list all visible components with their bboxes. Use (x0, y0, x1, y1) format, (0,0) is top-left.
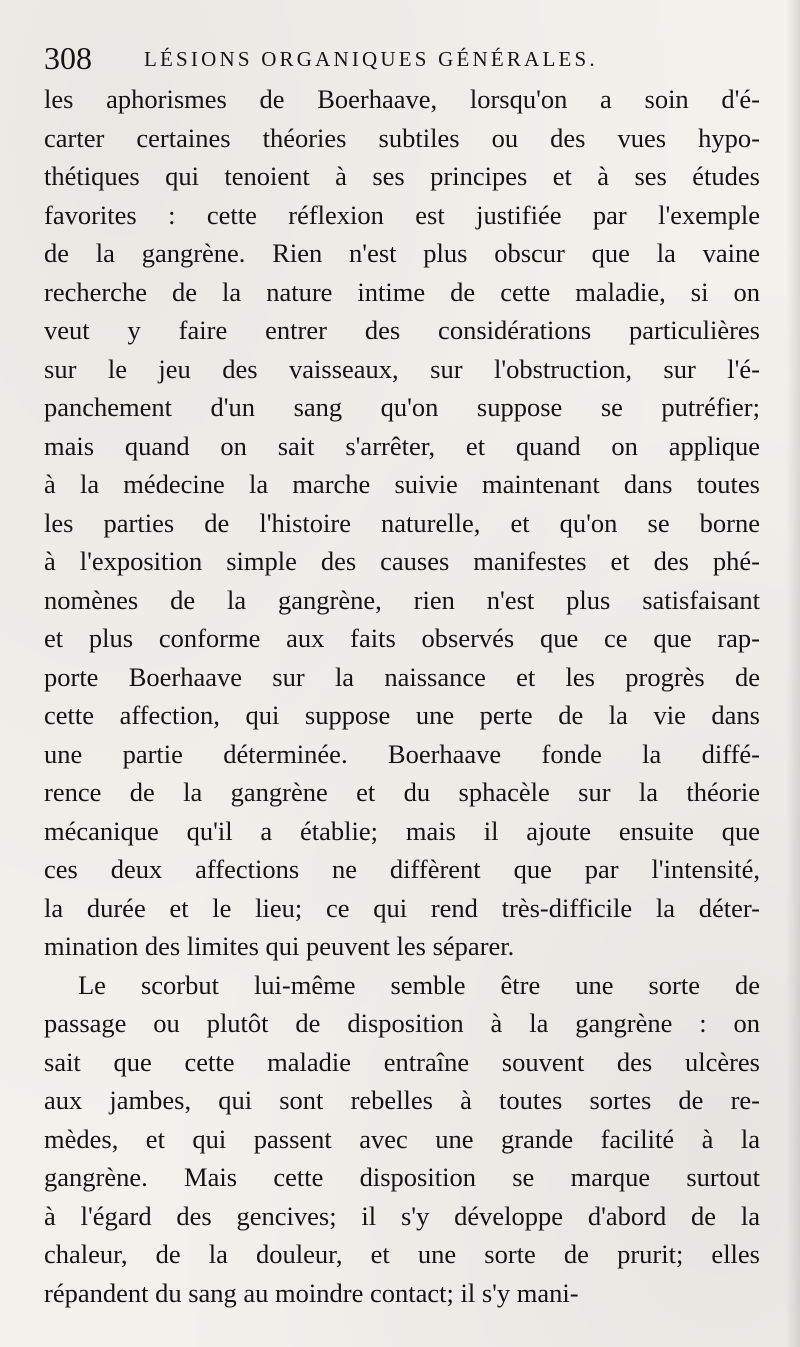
text-line: mination des limites qui peuvent les séparer. (44, 931, 515, 961)
text-line: et plus conforme aux faits observés que ce que rap- (44, 623, 760, 653)
text-line: sait que cette maladie entraîne souvent des ulcères (44, 1046, 760, 1077)
text-line: cette affection, qui suppose une perte de la vie dans (44, 700, 760, 730)
text-line: à l'égard des gencives; il s'y développe d'abord de la (44, 1200, 760, 1231)
text-line: les aphorismes de Boerhaave, lorsqu'on a soin d'é- (44, 84, 760, 114)
text-line: aux jambes, qui sont rebelles à toutes sortes de re- (44, 1085, 760, 1115)
paragraph (44, 80, 760, 966)
text-line: favorites : cette réflexion est justifiée par l'exemple (44, 199, 760, 230)
text-line: ces deux affections ne diffèrent que par l'intensité, (44, 854, 760, 884)
text-line: thétiques qui tenoient à ses principes et à ses études (44, 161, 760, 191)
text-line: de la gangrène. Rien n'est plus obscur que la vaine (44, 238, 760, 268)
text-line: passage ou plutôt de disposition à la gangrène : on (44, 1008, 760, 1038)
text-line: Le scorbut lui-même semble être une sorte de (78, 969, 760, 1000)
page-header (44, 38, 764, 78)
text-line: veut y faire entrer des considérations particulières (44, 315, 760, 345)
text-line: gangrène. Mais cette disposition se marque surtout (44, 1162, 760, 1192)
paragraph (44, 966, 760, 1313)
text-line: une partie déterminée. Boerhaave fonde la diffé- (44, 738, 760, 769)
text-line: à la médecine la marche suivie maintenant dans toutes (44, 469, 760, 499)
text-line: nomènes de la gangrène, rien n'est plus satisfaisant (44, 584, 760, 615)
text-line: panchement d'un sang qu'on suppose se putréfier; (44, 392, 760, 422)
text-line: la durée et le lieu; ce qui rend très-difficile la déter- (44, 892, 760, 923)
text-line: à l'exposition simple des causes manifestes et des phé- (44, 546, 760, 576)
body-text (44, 80, 760, 1312)
text-line: porte Boerhaave sur la naissance et les progrès de (44, 661, 760, 692)
text-line: les parties de l'histoire naturelle, et qu'on se borne (44, 507, 760, 538)
text-line: carter certaines théories subtiles ou des vues hypo- (44, 122, 760, 153)
text-line: sur le jeu des vaisseaux, sur l'obstruction, sur l'é- (44, 353, 760, 384)
page-edge-shadow (786, 0, 800, 1347)
running-title: LÉSIONS ORGANIQUES GÉNÉRALES. (144, 47, 598, 71)
text-line: mais quand on sait s'arrêter, et quand on applique (44, 430, 760, 461)
text-line: mèdes, et qui passent avec une grande facilité à la (44, 1123, 760, 1154)
text-line: répandent du sang au moindre contact; il s'y mani- (44, 1277, 579, 1308)
text-line: recherche de la nature intime de cette maladie, si on (44, 276, 760, 307)
text-line: mécanique qu'il a établie; mais il ajoute ensuite que (44, 815, 760, 846)
text-line: chaleur, de la douleur, et une sorte de prurit; elles (44, 1239, 760, 1269)
page-number: 308 (44, 40, 92, 76)
text-line: rence de la gangrène et du sphacèle sur la théorie (44, 777, 760, 807)
